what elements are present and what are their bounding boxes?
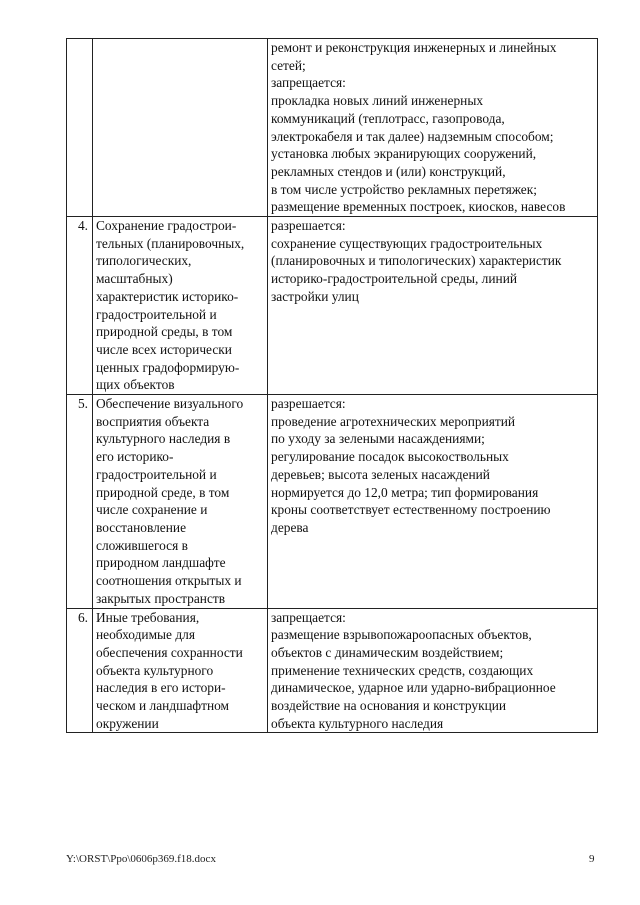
requirement-line: соотношения открытых и [96,573,242,589]
regulation-cell [268,217,598,395]
requirement-line: ческом и ландшафтном [96,698,230,714]
requirement-line: характеристик историко- [96,288,239,304]
regulation-line: по уходу за зелеными насаждениями; [271,431,485,447]
requirement-line: Сохранение градострои- [96,218,237,234]
requirement-line: тельных (планировочных, [96,235,245,251]
regulation-line: сохранение существующих градостроительных [271,235,543,251]
regulation-line: электрокабеля и так далее) надземным способом; [271,128,554,144]
requirement-line: числе сохранение и [96,502,208,518]
regulation-line: объекта культурного наследия [271,715,444,731]
requirement-line: наследия в его истори- [96,680,226,696]
requirement-line: восстановление [96,519,187,535]
requirement-line: культурного наследия в [96,431,231,447]
table-row [67,395,598,608]
requirement-line: природной среде, в том [96,484,230,500]
regulation-line: воздействие на основания и конструкции [271,698,507,714]
requirement-line: щих объектов [96,377,175,393]
requirement-line: объекта культурного [96,662,214,678]
row-number: 6. [67,608,93,733]
regulation-line: ремонт и реконструкция инженерных и линейных [271,40,557,55]
requirements-table-body [67,39,598,733]
regulation-cell [268,39,598,217]
requirement-line: природной среды, в том [96,324,233,340]
regulation-line: историко-градостроительной среды, линий [271,271,518,287]
footer-file-path: Y:\ORST\Ppo\0606p369.f18.docx [66,853,216,865]
requirement-line: градостроительной и [96,466,217,482]
requirement-line: природном ландшафте [96,555,226,571]
regulation-line: размещение временных построек, киосков, навесов [271,199,566,215]
regulation-line: сетей; [271,57,306,73]
regulation-line: установка любых экранирующих сооружений, [271,146,537,162]
requirement-line: ценных градоформирую- [96,359,240,375]
requirement-line: восприятия объекта [96,413,210,429]
requirement-cell [93,39,268,217]
regulation-line: (планировочных и типологических) характеристик [271,253,562,269]
regulation-line: динамическое, ударное или ударно-вибрационное [271,680,556,696]
regulation-line: объектов с динамическим воздействием; [271,644,504,660]
footer-page-number: 9 [589,853,595,865]
requirement-line: обеспечения сохранности [96,644,243,660]
regulation-line: в том числе устройство рекламных перетяжек; [271,181,537,197]
row-number: 5. [67,395,93,608]
row-number: 4. [67,217,93,395]
requirement-line: градостроительной и [96,306,217,322]
requirement-line: типологических, [96,253,192,269]
regulation-line: коммуникаций (теплотрасс, газопровода, [271,110,505,126]
requirement-line: Обеспечение визуального [96,396,244,412]
regulation-line: нормируется до 12,0 метра; тип формирования [271,484,539,500]
requirement-line: необходимые для [96,627,195,643]
regulation-cell [268,395,598,608]
requirement-cell [93,395,268,608]
table-row [67,39,598,217]
requirement-line: окружении [96,715,159,731]
regulation-cell [268,608,598,733]
regulation-line: кроны соответствует естественному построению [271,502,551,518]
regulation-line: регулирование посадок высокоствольных [271,449,509,465]
regulation-line: применение технических средств, создающих [271,662,534,678]
regulation-line: рекламных стендов и (или) конструкций, [271,163,506,179]
regulation-line: размещение взрывопожароопасных объектов, [271,627,532,643]
regulation-line: запрещается: [271,75,346,91]
requirement-line: закрытых пространств [96,590,226,606]
requirement-cell [93,608,268,733]
table-row [67,217,598,395]
table-row [67,608,598,733]
regulation-line: разрешается: [271,396,346,412]
regulation-line: застройки улиц [271,288,359,304]
requirement-line: масштабных) [96,271,173,287]
regulation-line: разрешается: [271,218,346,234]
regulation-line: деревьев; высота зеленых насаждений [271,466,490,482]
regulation-line: проведение агротехнических мероприятий [271,413,516,429]
regulation-line: дерева [271,519,309,535]
requirement-line: числе всех исторически [96,341,232,357]
requirement-line: сложившегося в [96,537,188,553]
row-number [67,39,93,217]
requirement-cell [93,217,268,395]
requirement-line: Иные требования, [96,609,200,625]
requirement-line: его историко- [96,449,174,465]
requirements-table [66,38,598,733]
regulation-line: запрещается: [271,609,346,625]
regulation-line: прокладка новых линий инженерных [271,93,484,109]
